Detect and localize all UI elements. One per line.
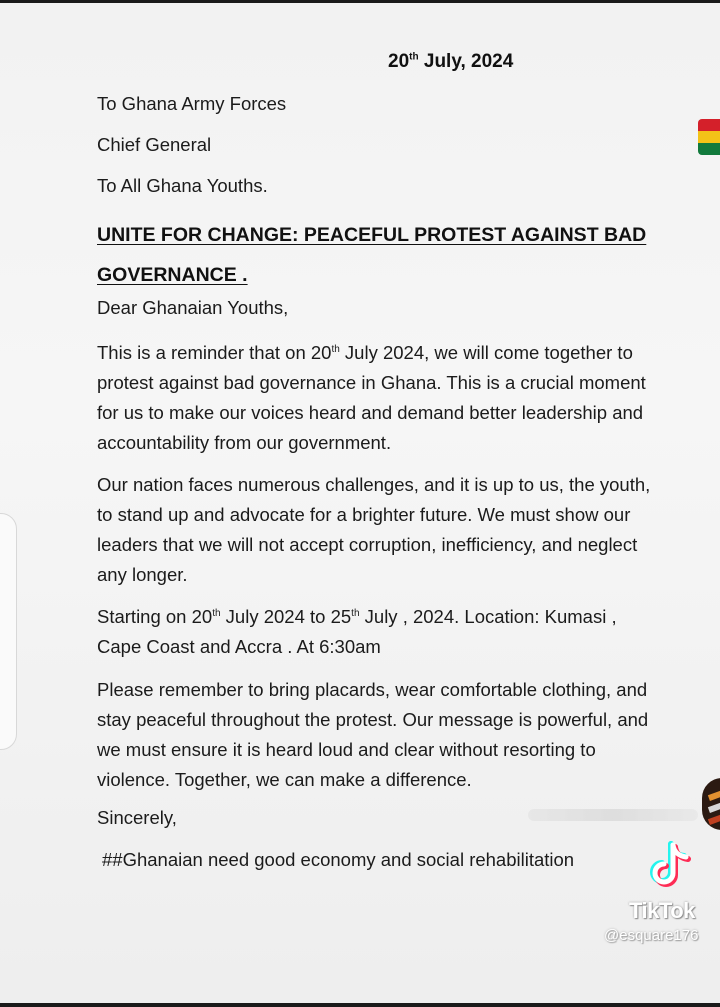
paragraph-line: Starting on 20th July 2024 to 25th July , 2024. Location: Kumasi , [97, 606, 617, 627]
paragraph-schedule [97, 602, 720, 662]
paragraph-line: to stand up and advocate for a brighter future. We must show our [97, 504, 631, 525]
paragraph-line: This is a reminder that on 20th July 2024, we will come together to [97, 342, 633, 363]
paragraph-challenges [97, 470, 720, 590]
paragraph-reminder [97, 338, 720, 458]
recipient-army: To Ghana Army Forces [97, 93, 287, 114]
letter-date: 20th July, 2024 [388, 51, 514, 72]
paragraph-line: Please remember to bring placards, wear comfortable clothing, and [97, 679, 648, 700]
left-edge-panel [0, 513, 17, 750]
blurred-text-overlay [528, 809, 698, 821]
screenshot-frame [0, 3, 720, 1003]
paragraph-instructions [97, 675, 720, 795]
hashtag-line: ##Ghanaian need good economy and social rehabilitation [102, 849, 575, 870]
ghana-flag-icon [698, 119, 720, 155]
closing: Sincerely, [97, 807, 177, 828]
recipient-youths: To All Ghana Youths. [97, 175, 268, 196]
paragraph-line: we must ensure it is heard loud and clear without resorting to [97, 739, 596, 760]
paragraph-line: any longer. [97, 564, 188, 585]
paragraph-line: stay peaceful throughout the protest. Our message is powerful, and [97, 709, 649, 730]
creator-avatar[interactable] [702, 778, 720, 830]
heading-line: UNITE FOR CHANGE: PEACEFUL PROTEST AGAINST BAD [97, 224, 647, 246]
tiktok-note-icon [643, 839, 693, 893]
paragraph-line: Our nation faces numerous challenges, and it is up to us, the youth, [97, 474, 651, 495]
tiktok-watermark-handle: @esquare176 [604, 927, 699, 944]
salutation: Dear Ghanaian Youths, [97, 297, 289, 318]
paragraph-line: Cape Coast and Accra . At 6:30am [97, 636, 381, 657]
paragraph-line: violence. Together, we can make a difference. [97, 769, 472, 790]
paragraph-line: for us to make our voices heard and demand better leadership and [97, 402, 644, 423]
heading-line: GOVERNANCE . [97, 264, 248, 286]
letter-heading [97, 219, 717, 291]
paragraph-line: accountability from our government. [97, 432, 392, 453]
paragraph-line: leaders that we will not accept corruption, inefficiency, and neglect [97, 534, 638, 555]
tiktok-watermark-brand: TikTok [629, 898, 695, 923]
recipient-general: Chief General [97, 134, 212, 155]
paragraph-line: protest against bad governance in Ghana. This is a crucial moment [97, 372, 646, 393]
